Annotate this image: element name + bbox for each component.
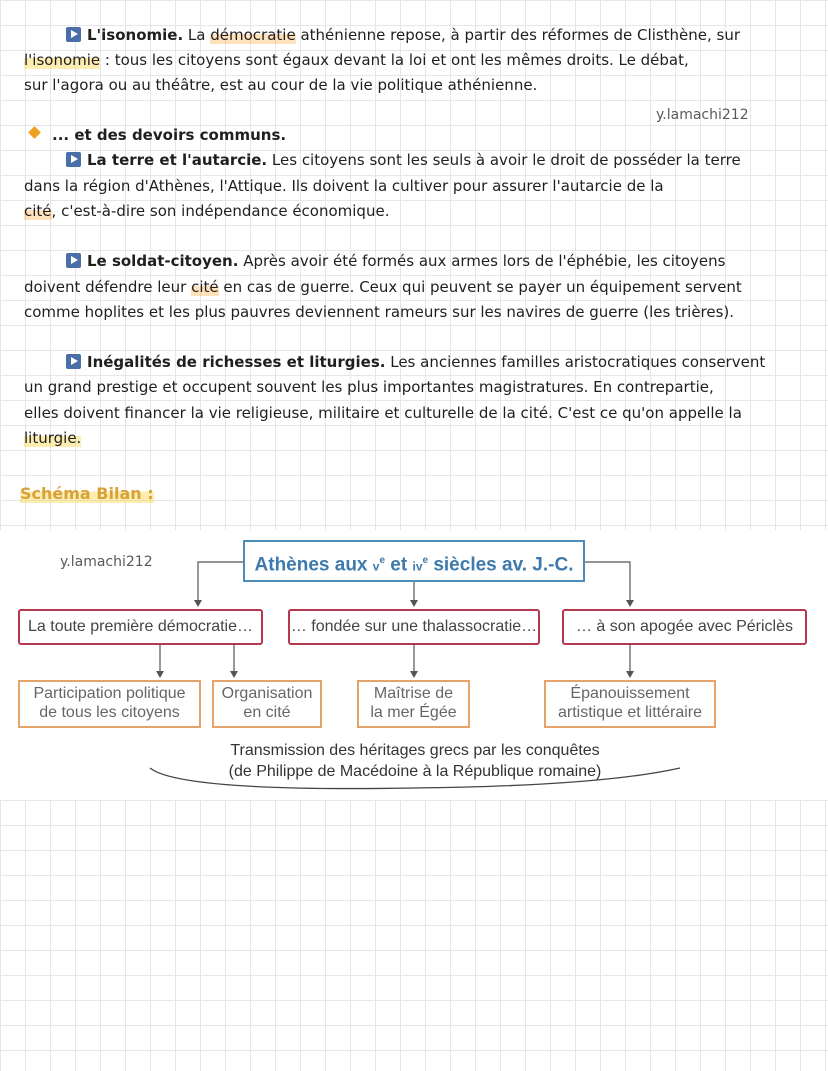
inegalites-line-4: liturgie. [24, 429, 82, 447]
play-icon [66, 253, 81, 268]
schema-bilan-diagram [0, 530, 828, 800]
soldat-line-3: comme hoplites et les plus pauvres deviennent rameurs sur les navires de guerre (les trières). [24, 303, 735, 321]
schema-bilan-heading: Schéma Bilan : [20, 484, 154, 503]
terre-line-3: cité, c'est-à-dire son indépendance économique. [24, 202, 390, 220]
soldat-line-1: Le soldat-citoyen. Après avoir été formés aux armes lors de l'éphébie, les citoyens [66, 250, 828, 272]
level2-maitrise: Maîtrise de la mer Égée [357, 680, 470, 728]
level1-thalassocratie: … fondée sur une thalassocratie… [288, 609, 540, 645]
inegalites-line-2: un grand prestige et occupent souvent les plus importantes magistratures. En contrepartie, [24, 378, 714, 396]
diagram-watermark: y.lamachi212 [60, 554, 153, 570]
isonomie-line-2: l'isonomie : tous les citoyens sont égaux devant la loi et ont les mêmes droits. Le débat, [24, 51, 689, 69]
inegalites-line-1: Inégalités de richesses et liturgies. Les anciennes familles aristocratiques conservent [66, 351, 828, 373]
play-icon [66, 27, 81, 42]
terre-line-1: La terre et l'autarcie. Les citoyens sont les seuls à avoir le droit de posséder la terre [66, 149, 828, 171]
level2-participation: Participation politique de tous les citoyens [18, 680, 201, 728]
transmission-caption: Transmission des héritages grecs par les conquêtes (de Philippe de Macédoine à la République romaine) [228, 742, 602, 780]
level1-democratie: La toute première démocratie… [18, 609, 263, 645]
play-icon [66, 152, 81, 167]
inegalites-line-3: elles doivent financer la vie religieuse, militaire et culturelle de la cité. C'est ce qu'on appelle la [24, 404, 742, 422]
isonomie-line-3: sur l'agora ou au théâtre, est au cour de la vie politique athénienne. [24, 76, 538, 94]
isonomie-line-1: L'isonomie. La démocratie athénienne repose, à partir des réformes de Clisthène, sur [66, 24, 828, 46]
level2-organisation: Organisation en cité [212, 680, 322, 728]
level1-pericles: … à son apogée avec Périclès [562, 609, 807, 645]
terre-line-2: dans la région d'Athènes, l'Attique. Ils doivent la cultiver pour assurer l'autarcie de la [24, 177, 664, 195]
play-icon [66, 354, 81, 369]
devoirs-heading: ... et des devoirs communs. [52, 126, 287, 144]
bullet-diamond-icon [28, 126, 41, 139]
soldat-line-2: doivent défendre leur cité en cas de guerre. Ceux qui peuvent se payer un équipement servent [24, 278, 742, 296]
watermark: y.lamachi212 [656, 107, 749, 123]
diagram-title: Athènes aux $v^e$ et $iv^e$ siècles av. J.-C. [243, 540, 585, 582]
level2-epanouissement: Épanouissement artistique et littéraire [544, 680, 716, 728]
